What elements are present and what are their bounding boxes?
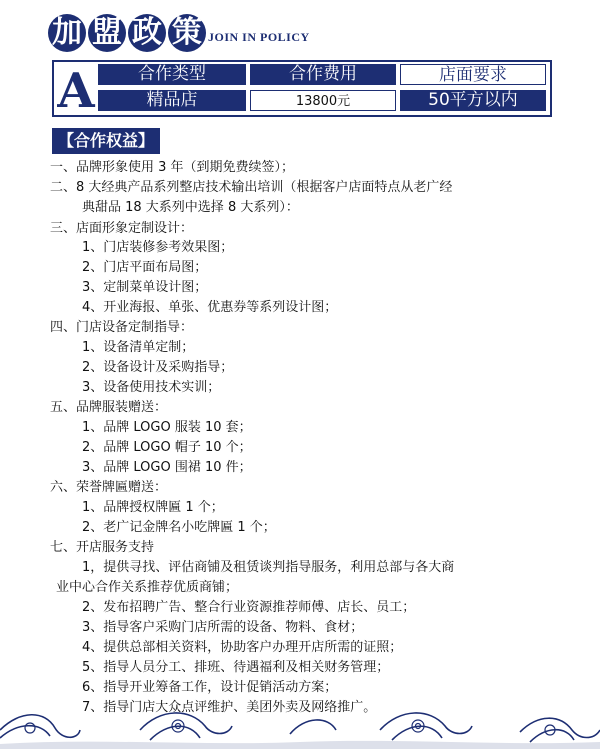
list-item: 3、定制菜单设计图； — [82, 280, 208, 295]
title-char-3: 政 — [128, 14, 166, 52]
list-item: 1、品牌 LOGO 服装 10 套； — [82, 420, 252, 435]
header-fee: 合作费用 — [250, 64, 396, 85]
title-char-4: 策 — [168, 14, 206, 52]
list-item: 六、荣誉牌匾赠送： — [50, 480, 168, 495]
list-item: 一、品牌形象使用 3 年（到期免费续签）； — [50, 160, 295, 175]
section-title: 【合作权益】 — [52, 128, 160, 154]
table-letter: A — [57, 63, 95, 119]
list-item: 三、店面形象定制设计： — [50, 221, 194, 236]
list-item: 2、设备设计及采购指导； — [82, 360, 234, 375]
wave-decoration — [0, 700, 600, 749]
list-item: 1，提供寻找、评估商铺及租赁谈判指导服务，利用总部与各大商 — [82, 560, 455, 575]
list-item: 5、指导人员分工、排班、待遇福利及相关财务管理； — [82, 660, 390, 675]
list-item: 3、品牌 LOGO 围裙 10 件； — [82, 460, 252, 475]
list-item: 2、老广记金牌名小吃牌匾 1 个； — [82, 520, 276, 535]
list-item: 四、门店设备定制指导： — [50, 320, 194, 335]
header-requirement: 店面要求 — [400, 64, 546, 85]
list-item: 3、设备使用技术实训； — [82, 380, 221, 395]
header — [0, 0, 600, 58]
list-item: 业中心合作关系推荐优质商铺； — [56, 580, 239, 595]
list-item: 3、指导客户采购门店所需的设备、物料、食材； — [82, 620, 364, 635]
list-item: 二、8 大经典产品系列整店技术输出培训（根据客户店面特点从老广经 — [50, 180, 453, 195]
list-item: 6、指导开业筹备工作，设计促销活动方案； — [82, 680, 338, 695]
list-item: 4、开业海报、单张、优惠券等系列设计图； — [82, 300, 338, 315]
list-item: 1、品牌授权牌匾 1 个； — [82, 500, 224, 515]
list-item: 典甜品 18 大系列中选择 8 大系列）： — [82, 200, 299, 215]
value-type: 精品店 — [98, 90, 246, 111]
value-requirement: 50平方以内 — [400, 90, 546, 111]
header-subtitle: JOIN IN POLICY — [208, 30, 310, 44]
list-item: 五、品牌服装赠送： — [50, 400, 168, 415]
header-type: 合作类型 — [98, 64, 246, 85]
value-fee: 13800元 — [250, 90, 396, 111]
list-item: 2、门店平面布局图； — [82, 260, 208, 275]
list-item: 4、提供总部相关资料，协助客户办理开店所需的证照； — [82, 640, 403, 655]
list-item: 2、品牌 LOGO 帽子 10 个； — [82, 440, 252, 455]
title-char-2: 盟 — [88, 14, 126, 52]
list-item: 2、发布招聘广告、整合行业资源推荐师傅、店长、员工； — [82, 600, 416, 615]
title-char-1: 加 — [48, 14, 86, 52]
list-item: 1、门店装修参考效果图； — [82, 240, 234, 255]
list-item: 7、指导门店大众点评维护、美团外卖及网络推广。 — [82, 700, 377, 715]
list-item: 七、开店服务支持 — [50, 540, 155, 555]
info-table — [52, 60, 552, 117]
list-item: 1、设备清单定制； — [82, 340, 195, 355]
